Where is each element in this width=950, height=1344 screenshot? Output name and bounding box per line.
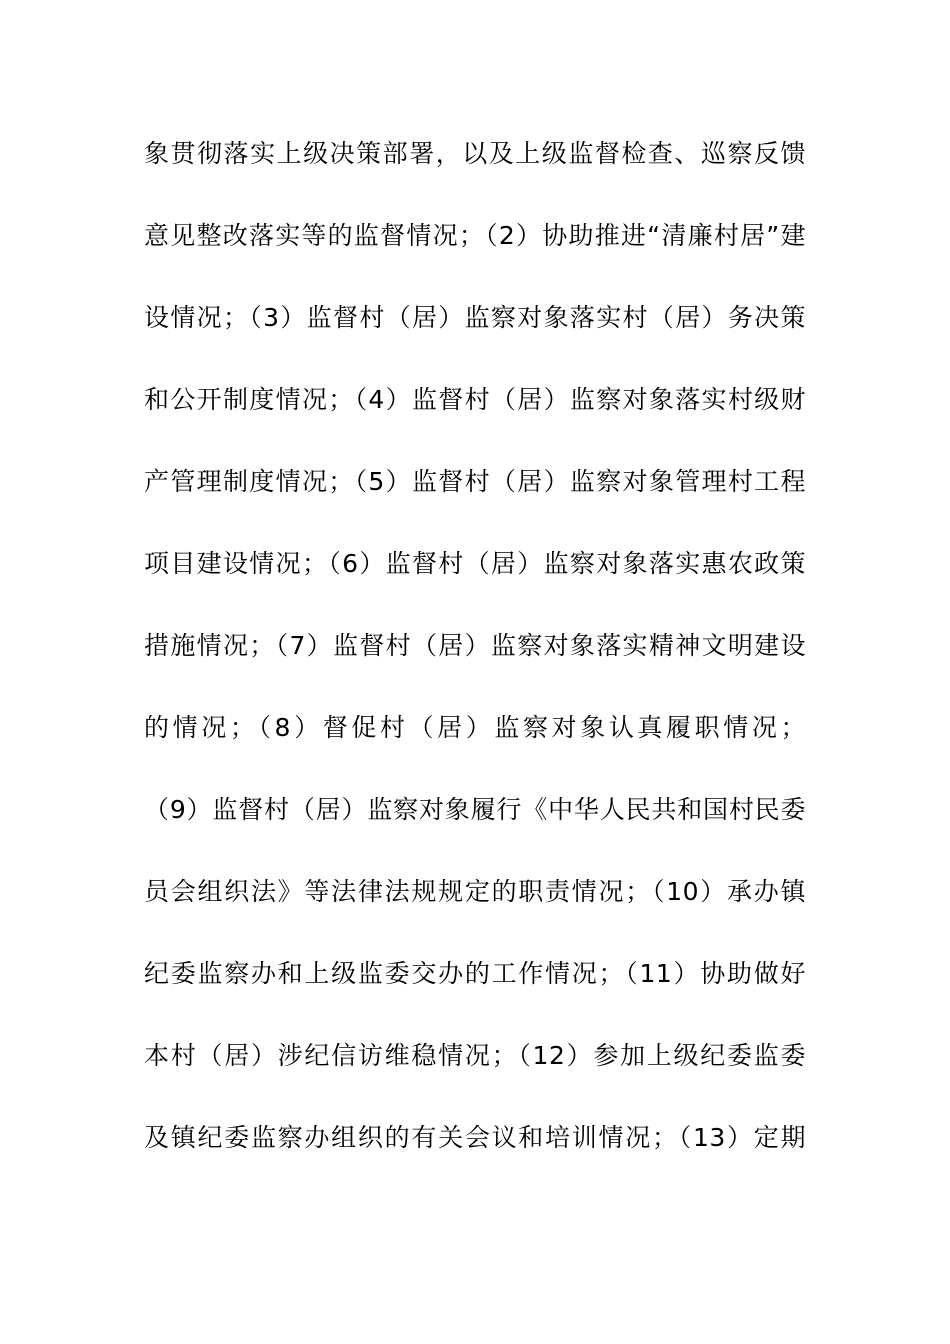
text-line-7: 措施情况；（7）监督村（居）监察对象落实精神文明建设 [144,631,806,660]
text-line-6: 项目建设情况；（6）监督村（居）监察对象落实惠农政策 [144,549,806,578]
text-line-12: 本村（居）涉纪信访维稳情况；（12）参加上级纪委监委 [144,1041,806,1070]
text-line-8: 的情况；（8）督促村（居）监察对象认真履职情况； [144,713,806,742]
body-text [144,134,806,1200]
text-line-5: 产管理制度情况；（5）监督村（居）监察对象管理村工程 [144,467,806,496]
text-line-1: 象贯彻落实上级决策部署，以及上级监督检查、巡察反馈 [144,139,806,168]
text-line-3: 设情况；（3）监督村（居）监察对象落实村（居）务决策 [144,303,806,332]
text-line-9: （9）监督村（居）监察对象履行《中华人民共和国村民委 [144,795,806,824]
text-line-2: 意见整改落实等的监督情况；（2）协助推进“清廉村居”建 [144,221,806,250]
text-line-4: 和公开制度情况；（4）监督村（居）监察对象落实村级财 [144,385,806,414]
text-line-13: 及镇纪委监察办组织的有关会议和培训情况；（13）定期 [144,1123,806,1152]
text-line-10: 员会组织法》等法律法规规定的职责情况；（10）承办镇 [144,877,806,906]
text-line-11: 纪委监察办和上级监委交办的工作情况；（11）协助做好 [144,959,806,988]
